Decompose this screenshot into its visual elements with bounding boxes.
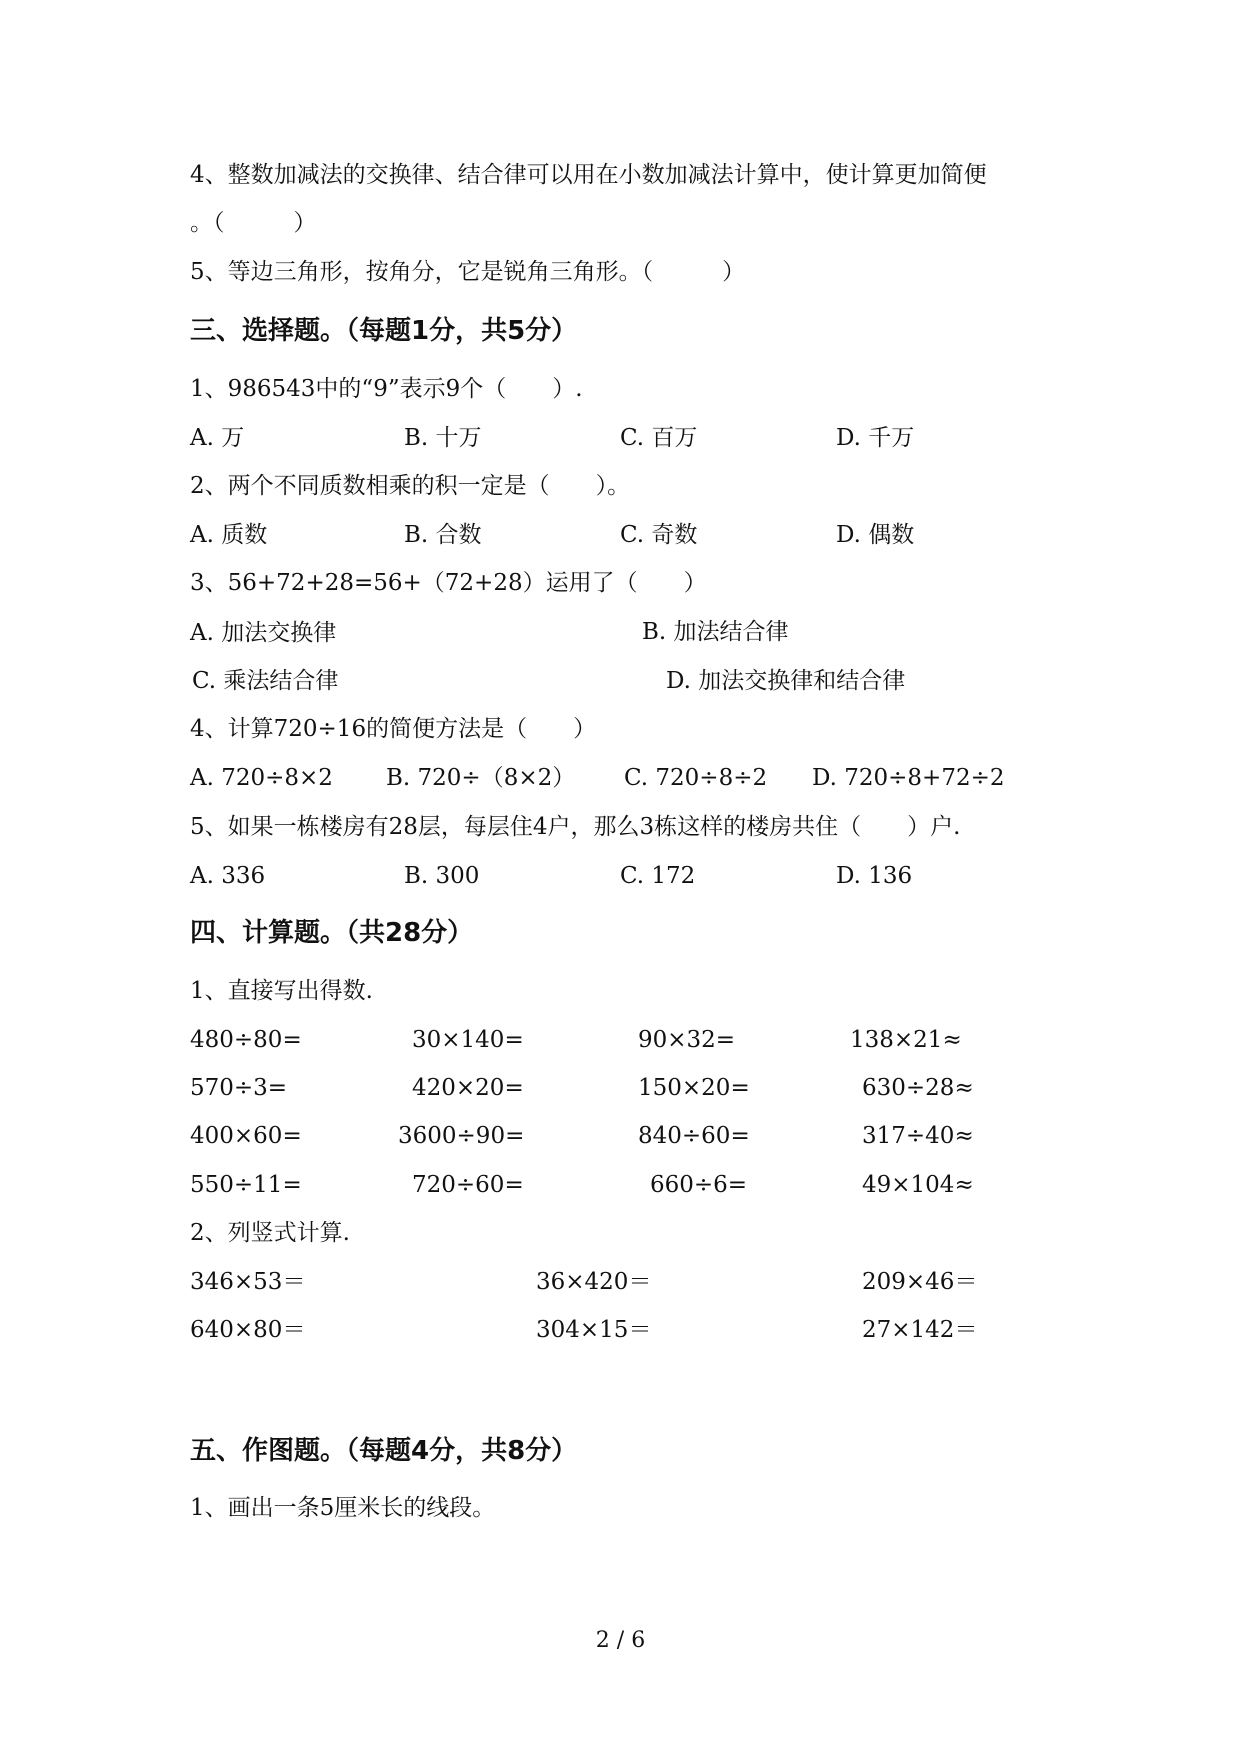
section5-title: 五、作图题。（每题4分，共8分） xyxy=(190,1436,578,1466)
direct-calc-item: 630÷28≈ xyxy=(862,1075,974,1101)
judge-q4-line2: 。（ ） xyxy=(190,210,317,236)
choice-q4-option-c: C. 720÷8÷2 xyxy=(624,765,768,791)
direct-calc-item: 840÷60= xyxy=(638,1123,750,1149)
choice-q3-option-a: A. 加法交换律 xyxy=(190,620,337,646)
direct-calc-item: 660÷6= xyxy=(650,1172,748,1198)
choice-q5-option-a: A. 336 xyxy=(190,863,266,889)
choice-q5-option-b: B. 300 xyxy=(404,863,480,889)
choice-q3-option-d: D. 加法交换律和结合律 xyxy=(666,668,906,694)
page-number: 2 / 6 xyxy=(595,1628,646,1653)
vertical-calc-item: 640×80＝ xyxy=(190,1317,306,1343)
direct-calc-item: 400×60= xyxy=(190,1123,302,1149)
section3-title: 三、选择题。（每题1分，共5分） xyxy=(190,316,578,346)
direct-calc-item: 150×20= xyxy=(638,1075,750,1101)
choice-q3: 3、56+72+28=56+（72+28）运用了（ ） xyxy=(190,570,707,596)
vertical-calc-item: 27×142＝ xyxy=(862,1317,978,1343)
choice-q2-option-b: B. 合数 xyxy=(404,522,482,548)
direct-calc-item: 30×140= xyxy=(412,1027,524,1053)
direct-calc-item: 420×20= xyxy=(412,1075,524,1101)
choice-q4-option-d: D. 720÷8+72÷2 xyxy=(812,765,1005,791)
vertical-calc-item: 36×420＝ xyxy=(536,1269,652,1295)
judge-q5: 5、等边三角形，按角分，它是锐角三角形。（ ） xyxy=(190,259,746,285)
vertical-calc-item: 304×15＝ xyxy=(536,1317,652,1343)
section4-title: 四、计算题。（共28分） xyxy=(190,918,474,948)
choice-q4-option-b: B. 720÷（8×2） xyxy=(386,765,576,791)
direct-calc-item: 49×104≈ xyxy=(862,1172,974,1198)
direct-calc-item: 570÷3= xyxy=(190,1075,288,1101)
choice-q4-option-a: A. 720÷8×2 xyxy=(190,765,333,791)
choice-q3-option-b: B. 加法结合律 xyxy=(642,619,789,645)
direct-calc-item: 90×32= xyxy=(638,1027,736,1053)
choice-q4: 4、计算720÷16的简便方法是（ ） xyxy=(190,716,597,742)
choice-q5: 5、如果一栋楼房有28层，每层住4户，那么3栋这样的楼房共住（ ）户. xyxy=(190,814,961,840)
choice-q1-option-b: B. 十万 xyxy=(404,425,482,451)
choice-q3-option-c: C. 乘法结合律 xyxy=(192,668,339,694)
choice-q2-option-a: A. 质数 xyxy=(190,522,268,548)
judge-q4-line1: 4、整数加减法的交换律、结合律可以用在小数加减法计算中，使计算更加简便 xyxy=(190,162,987,188)
choice-q2-option-c: C. 奇数 xyxy=(620,522,698,548)
direct-calc-item: 550÷11= xyxy=(190,1172,302,1198)
direct-calc-item: 3600÷90= xyxy=(398,1123,525,1149)
choice-q5-option-c: C. 172 xyxy=(620,863,696,889)
vertical-calc-item: 209×46＝ xyxy=(862,1269,978,1295)
choice-q1: 1、986543中的“9”表示9个（ ）. xyxy=(190,376,583,402)
choice-q5-option-d: D. 136 xyxy=(836,863,913,889)
calc-sub1: 1、直接写出得数. xyxy=(190,978,373,1004)
direct-calc-item: 317÷40≈ xyxy=(862,1123,974,1149)
vertical-calc-item: 346×53＝ xyxy=(190,1269,306,1295)
drawing-q1: 1、画出一条5厘米长的线段。 xyxy=(190,1495,496,1521)
calc-sub2: 2、列竖式计算. xyxy=(190,1220,350,1246)
choice-q1-option-c: C. 百万 xyxy=(620,425,698,451)
choice-q2: 2、两个不同质数相乘的积一定是（ ）。 xyxy=(190,473,631,499)
direct-calc-item: 480÷80= xyxy=(190,1027,302,1053)
choice-q1-option-d: D. 千万 xyxy=(836,425,915,451)
choice-q1-option-a: A. 万 xyxy=(190,425,245,451)
direct-calc-item: 138×21≈ xyxy=(850,1027,962,1053)
choice-q2-option-d: D. 偶数 xyxy=(836,522,915,548)
direct-calc-item: 720÷60= xyxy=(412,1172,524,1198)
